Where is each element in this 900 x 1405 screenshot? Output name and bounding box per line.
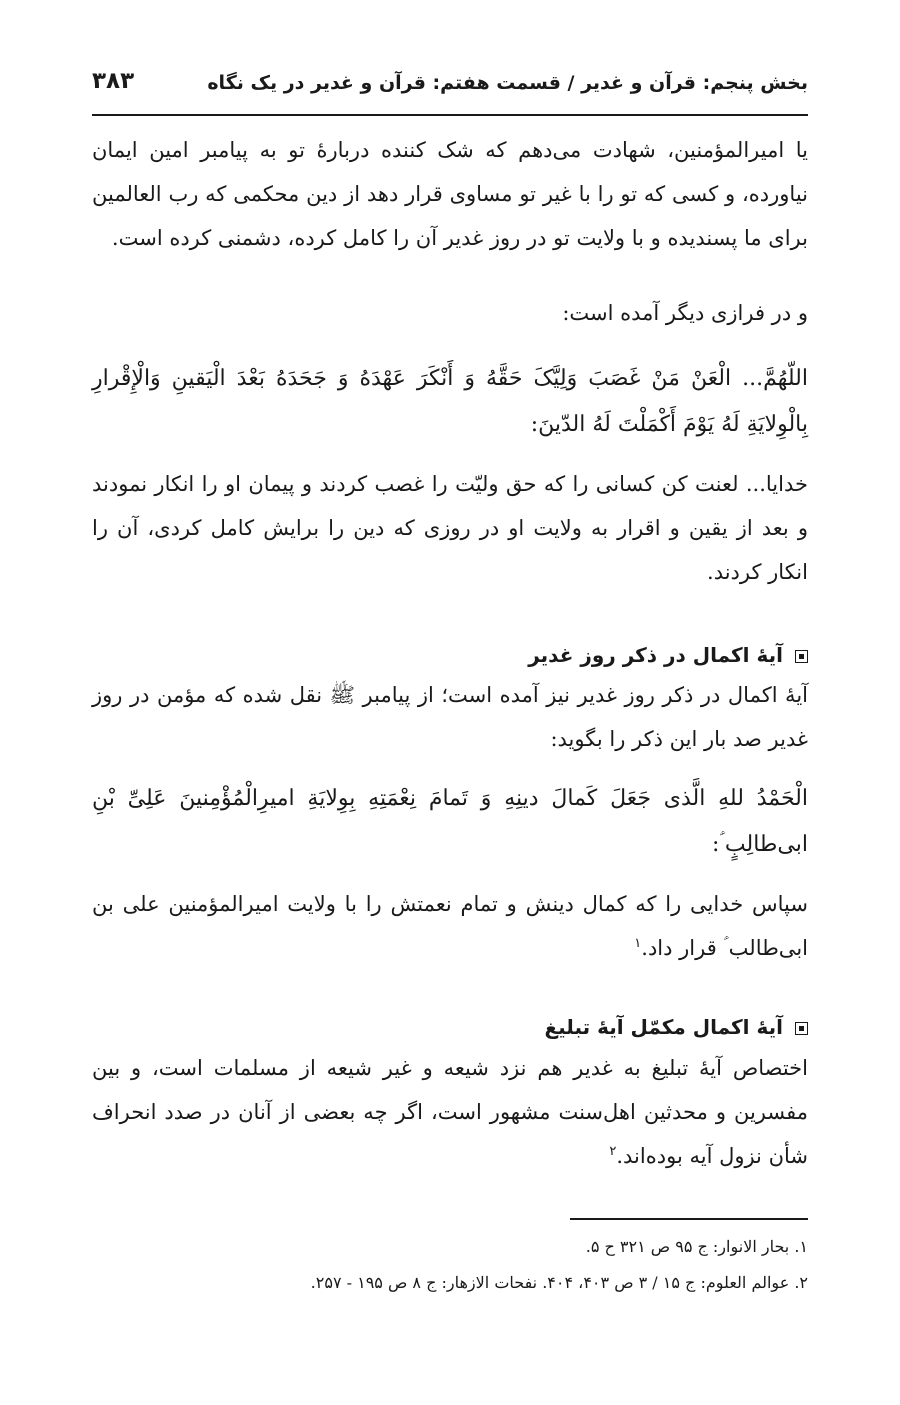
paragraph-tabligh bbox=[92, 1046, 808, 1178]
translation-text: سپاس خدایی را که کمال دینش و تمام نعمتش را با ولایت امیرالمؤمنین علی بن ابی‌طالب ؑ قرار داد. bbox=[92, 892, 808, 960]
paragraph-dhikr-translation bbox=[92, 882, 808, 970]
paragraph-intro-quote: و در فرازی دیگر آمده است: bbox=[562, 301, 808, 325]
square-bullet-icon bbox=[795, 650, 808, 663]
footnote-2: ۲. عوالم العلوم: ج ۱۵ / ۳ ص ۴۰۳، ۴۰۴. نفحات الازهار: ج ۸ ص ۱۹۵ - ۲۵۷. bbox=[310, 1273, 808, 1292]
paragraph-testimony: یا امیرالمؤمنین، شهادت می‌دهم که شک کننده دربارهٔ تو به پیامبر امین ایمان نیاورده، و کسی که تو را با غیر تو مساوی قرار دهد از دین محکمی که رب العالمین برای ما پسندیده و با ولایت تو در روز غدیر آن را کامل کرده، دشمنی کرده است. bbox=[92, 138, 808, 250]
section-heading-ghadir-dhikr bbox=[92, 640, 808, 670]
heading-text: آیهٔ اکمال در ذکر روز غدیر bbox=[528, 643, 783, 667]
running-header bbox=[92, 62, 808, 116]
square-bullet-icon bbox=[795, 1022, 808, 1035]
footnote-divider bbox=[570, 1218, 808, 1220]
section-heading-tabligh bbox=[92, 1012, 808, 1042]
arabic-supplication: اللّهُمَّ... الْعَنْ مَنْ غَصَبَ وَلِیَّکَ حَقَّهُ وَ أَنْکَرَ عَهْدَهُ وَ جَحَدَهُ بَعْدَ الْیَقینِ وَالْإِقْرارِ بِالْوِلایَةِ لَهُ یَوْمَ أَکْمَلْتَ لَهُ الدّینَ: bbox=[92, 366, 808, 437]
tabligh-text: اختصاص آیهٔ تبلیغ به غدیر هم نزد شیعه و غیر شیعه از مسلمات است، و بین مفسرین و محدثین اهل‌سنت مشهور است، اگر چه بعضی از آنان در صدد انحراف شأن نزول آیه بوده‌اند. bbox=[92, 1056, 808, 1168]
footnote-reference[interactable]: ۱ bbox=[634, 936, 642, 951]
heading-text: آیهٔ اکمال مکمّل آیهٔ تبلیغ bbox=[544, 1015, 783, 1039]
arabic-dhikr: الْحَمْدُ للهِ الَّذی جَعَلَ کَمالَ دینِهِ وَ تَمامَ نِعْمَتِهِ بِوِلایَةِ امیرِالْمُؤْمِنینَ عَلِیِّ بْنِ ابی‌طالِبٍ ؑ: bbox=[92, 786, 808, 857]
footnote-1: ۱. بحار الانوار: ج ۹۵ ص ۳۲۱ ح ۵. bbox=[585, 1237, 808, 1256]
page-number: ۳۸۳ bbox=[92, 68, 135, 94]
chapter-title: بخش پنجم: قرآن و غدیر / قسمت هفتم: قرآن و غدیر در یک نگاه bbox=[207, 72, 808, 94]
footnote-reference[interactable]: ۲ bbox=[609, 1144, 617, 1159]
paragraph-ghadir-dhikr-intro: آیهٔ اکمال در ذکر روز غدیر نیز آمده است؛ از پیامبر ﷺ نقل شده که مؤمن در روز غدیر صد بار این ذکر را بگوید: bbox=[92, 683, 808, 751]
paragraph-translation: خدایا... لعنت کن کسانی را که حق ولیّت را غصب کردند و پیمان او را انکار نمودند و بعد از یقین و اقرار به ولایت او در روزی که دین را برایش کامل کردی، آن را انکار کردند. bbox=[92, 472, 808, 584]
